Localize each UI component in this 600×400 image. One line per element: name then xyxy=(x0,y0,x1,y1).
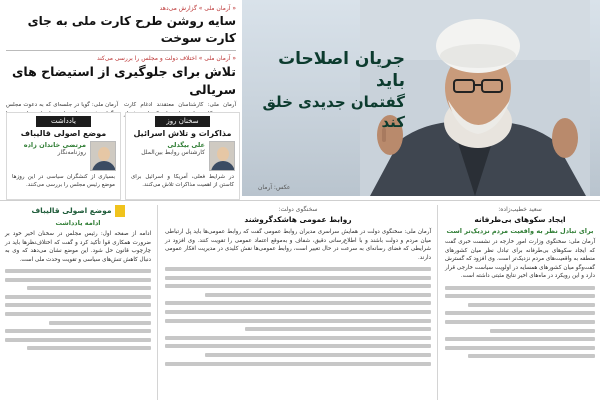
column-rule xyxy=(157,205,158,400)
column-spokesman[interactable] xyxy=(440,201,600,400)
column-government[interactable] xyxy=(160,201,436,400)
column-headline: ایجاد سکوهای بی‌طرفانه xyxy=(474,215,566,224)
card-author-row xyxy=(7,138,120,171)
section-marker-icon xyxy=(115,205,125,217)
column-kicker: سخنگوی دولت: xyxy=(278,206,318,213)
card-tag: سخنان روز xyxy=(155,116,210,127)
column-body: ادامه از صفحه اول: رئیس مجلس در سخنان اخیر خود بر ضرورت همکاری قوا تأکید کرد و گفت که اختلاف‌نظرها باید در چارچوب قانون حل شود. این موضع نشان می‌دهد که وی به دنبال کاهش تنش‌های سیاسی و تقویت وحدت ملی است. xyxy=(5,231,151,263)
card-title: موضع اصولی قالیباف xyxy=(20,129,107,138)
author-info xyxy=(24,141,86,171)
author-role: روزنامه‌نگار xyxy=(57,149,86,156)
column-headline: روابط عمومی هاشکدگروشند xyxy=(244,215,352,224)
card-text: بسیاری از کنشگران سیاسی در این روزها موضع رئیس مجلس را بررسی می‌کنند. xyxy=(12,174,115,188)
card-title: مذاکرات و تلاش اسرائیل xyxy=(133,129,232,138)
card-tag: یادداشت xyxy=(36,116,91,127)
snippet-b: آرمان ملی: گویا در جلسه‌ای که به دعوت مجلس xyxy=(6,102,118,108)
author-name: علی بیگدلی xyxy=(167,141,205,149)
lead-photo-story[interactable] xyxy=(242,0,600,196)
author-role: کارشناس روابط بین‌الملل xyxy=(141,149,205,156)
column-headline xyxy=(5,205,151,217)
photo-credit: عکس: آرمان xyxy=(258,184,291,191)
headline-impeachment[interactable]: تلاش برای جلوگیری از استیضاح های سریالی xyxy=(11,64,236,97)
card-text: در شرایط فعلی، آمریکا و اسرائیل برای کاستن از اهمیت مذاکرات تلاش می‌کنند. xyxy=(131,174,234,188)
column-filler xyxy=(165,267,431,366)
card-quote-of-day[interactable] xyxy=(125,112,240,200)
column-continuation[interactable] xyxy=(0,201,156,400)
column-subhead: برای تبادل نظر به واقعیت مردم نزدیک‌تر است xyxy=(446,227,594,235)
column-body: آرمان ملی: سخنگوی دولت در همایش سراسری مدیران روابط عمومی گفت که روابط عمومی‌ها باید پل ارتباطی میان مردم و دولت باشند و با اطلاع‌رسانی دقیق، شفاف و به‌موقع اعتماد عمومی را تقویت کنند. وی افزود در شرایطی که فضای رسانه‌ای به سرعت در حال تغییر است، روابط عمومی‌ها نقش کلیدی در مدیریت افکار عمومی دارند. xyxy=(165,229,431,261)
column-subhead: ادامه یادداشت xyxy=(55,219,101,227)
column-rule xyxy=(437,205,438,400)
lead-headline-line2: گفتمان جدیدی خلق کند xyxy=(262,93,405,131)
author-info xyxy=(141,141,205,171)
column-body: آرمان ملی: سخنگوی وزارت امور خارجه در نشست خبری گفت که ایجاد سکوهای بی‌طرفانه برای تبادل نظر میان کشورهای منطقه به واقعیت‌های مردم نزدیک‌تر است. وی افزود که گسترش گفت‌وگو میان کشورهای همسایه در اولویت سیاست خارجی قرار دارد و این رویکرد در ماه‌های اخیر نتایج مثبتی داشته است. xyxy=(445,239,595,280)
author-name: مرتضی خاندان زاده xyxy=(23,141,86,149)
kicker-1: « آرمان ملی » گزارش می‌دهد xyxy=(159,5,236,12)
column-filler xyxy=(445,286,595,359)
column-headline-text: موضع اصولی قالیباف xyxy=(31,206,112,215)
column-filler xyxy=(5,269,151,350)
divider xyxy=(6,50,236,51)
author-avatar xyxy=(209,141,235,171)
lower-section xyxy=(0,200,600,400)
column-kicker: سعید خطیب‌زاده: xyxy=(498,206,542,213)
lead-headline[interactable] xyxy=(255,48,405,132)
snippet-a: آرمان ملی: کارشناسان معتقدند ادغام کارت xyxy=(124,102,236,108)
card-note[interactable] xyxy=(6,112,121,200)
headline-fuel-card[interactable]: سایه روشن طرح کارت ملی به جای کارت سوخت xyxy=(27,14,236,45)
lead-headline-line1: جریان اصلاحات باید xyxy=(278,49,405,91)
left-top-column xyxy=(0,0,242,115)
author-avatar xyxy=(90,141,116,171)
card-author-row xyxy=(126,138,239,171)
kicker-2: « آرمان ملی » اختلاف دولت و مجلس را بررسی می‌کند xyxy=(96,55,236,62)
